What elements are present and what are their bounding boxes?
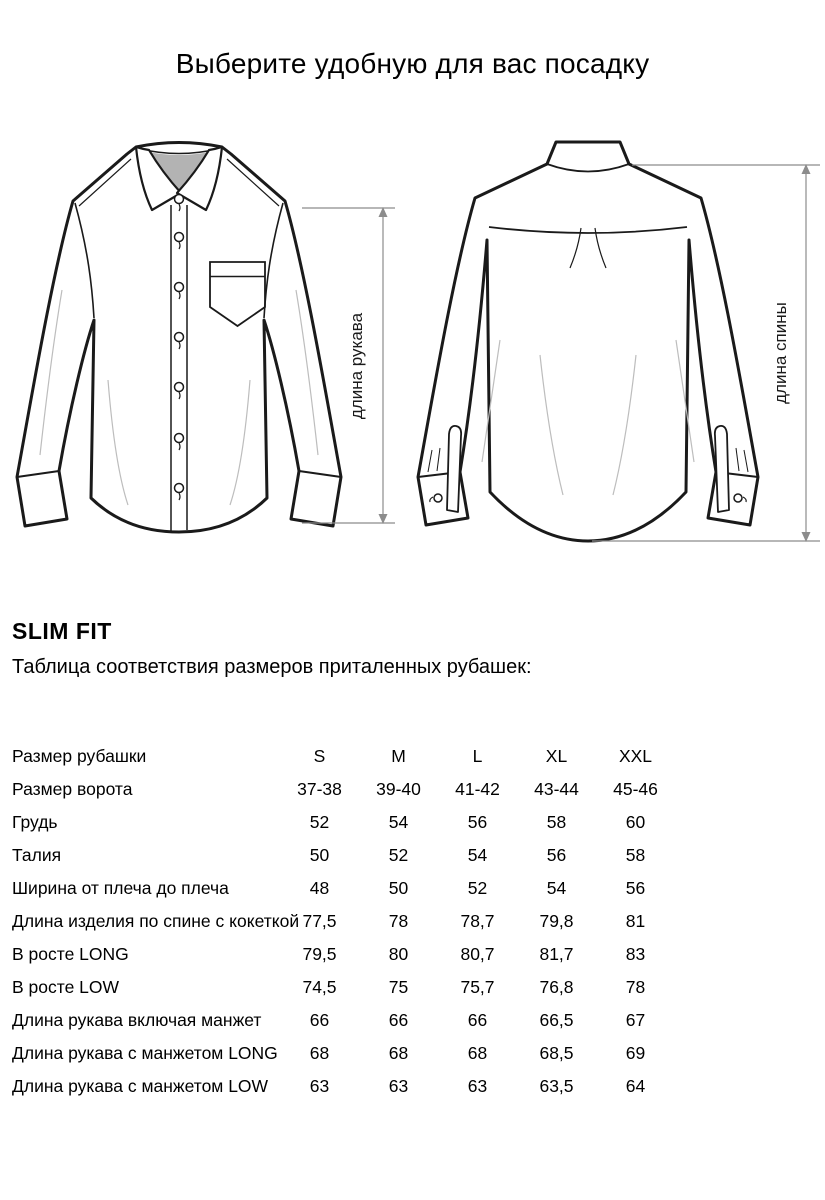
row-label: Длина рукава с манжетом LOW [12, 1076, 269, 1096]
table-row [12, 1070, 675, 1103]
page-title: Выберите удобную для вас посадку [175, 48, 650, 79]
size-value: 81,7 [539, 944, 574, 964]
size-value: 54 [388, 812, 409, 832]
size-value: 52 [467, 878, 488, 898]
size-column-header: XL [545, 746, 568, 766]
size-column-header: S [313, 746, 326, 766]
row-label: Длина изделия по спине с кокеткой [12, 911, 300, 931]
size-value: 58 [625, 845, 646, 865]
row-label: Длина рукава включая манжет [12, 1010, 262, 1030]
size-table-header-row [12, 740, 675, 773]
size-value: 81 [625, 911, 646, 931]
size-table-body [12, 740, 675, 1103]
shirt-front-drawing [17, 143, 341, 533]
size-value: 52 [309, 812, 330, 832]
size-value: 68 [467, 1043, 488, 1063]
size-value: 68 [388, 1043, 409, 1063]
size-value: 56 [546, 845, 567, 865]
size-value: 74,5 [302, 977, 337, 997]
back-length-label: длина спины [771, 302, 790, 404]
size-value: 45-46 [613, 779, 658, 799]
size-guide-figure [0, 100, 825, 580]
size-value: 78 [625, 977, 646, 997]
size-value: 68,5 [539, 1043, 574, 1063]
size-value: 43-44 [534, 779, 579, 799]
size-value: 39-40 [376, 779, 421, 799]
size-value: 66 [467, 1010, 488, 1030]
size-value: 50 [388, 878, 409, 898]
row-label: Ширина от плеча до плеча [12, 878, 229, 898]
size-value: 66 [309, 1010, 330, 1030]
row-label: Длина рукава с манжетом LONG [12, 1043, 278, 1063]
row-label: Размер ворота [12, 779, 133, 799]
size-value: 83 [625, 944, 646, 964]
size-value: 56 [467, 812, 488, 832]
fit-heading: SLIM FIT [12, 618, 112, 644]
size-value: 60 [625, 812, 646, 832]
table-row [12, 773, 675, 806]
size-value: 63,5 [539, 1076, 574, 1096]
size-value: 80 [388, 944, 409, 964]
size-value: 63 [388, 1076, 409, 1096]
size-table [12, 740, 675, 1103]
size-value: 64 [625, 1076, 646, 1096]
size-value: 68 [309, 1043, 330, 1063]
size-value: 69 [625, 1043, 646, 1063]
size-value: 66 [388, 1010, 409, 1030]
size-value: 78,7 [460, 911, 495, 931]
table-row [12, 839, 675, 872]
size-value: 58 [546, 812, 567, 832]
table-row [12, 872, 675, 905]
size-value: 54 [467, 845, 488, 865]
size-value: 76,8 [539, 977, 574, 997]
row-label: В росте LOW [12, 977, 120, 997]
table-row [12, 971, 675, 1004]
size-value: 80,7 [460, 944, 495, 964]
size-value: 50 [309, 845, 330, 865]
size-value: 63 [309, 1076, 330, 1096]
size-value: 79,5 [302, 944, 337, 964]
table-caption: Таблица соответствия размеров приталенных рубашек: [12, 656, 532, 678]
size-value: 37-38 [297, 779, 342, 799]
size-value: 56 [625, 878, 646, 898]
size-column-header: XXL [618, 746, 653, 766]
size-value: 67 [625, 1010, 646, 1030]
table-row [12, 806, 675, 839]
size-value: 63 [467, 1076, 488, 1096]
size-value: 79,8 [539, 911, 574, 931]
size-value: 41-42 [455, 779, 500, 799]
table-row [12, 1004, 675, 1037]
sleeve-length-label: длина рукава [347, 312, 366, 420]
size-value: 78 [388, 911, 409, 931]
size-value: 48 [309, 878, 330, 898]
row-label: Талия [12, 845, 62, 865]
table-row [12, 905, 675, 938]
size-value: 52 [388, 845, 409, 865]
size-value: 75,7 [460, 977, 495, 997]
size-value: 54 [546, 878, 567, 898]
size-column-header: L [472, 746, 483, 766]
row-label: Размер рубашки [12, 746, 147, 766]
size-value: 75 [388, 977, 409, 997]
row-label: Грудь [12, 812, 58, 832]
table-row [12, 938, 675, 971]
size-value: 77,5 [302, 911, 337, 931]
row-label: В росте LONG [12, 944, 129, 964]
size-value: 66,5 [539, 1010, 574, 1030]
shirt-back-drawing [418, 142, 758, 541]
table-row [12, 1037, 675, 1070]
size-column-header: M [391, 746, 406, 766]
